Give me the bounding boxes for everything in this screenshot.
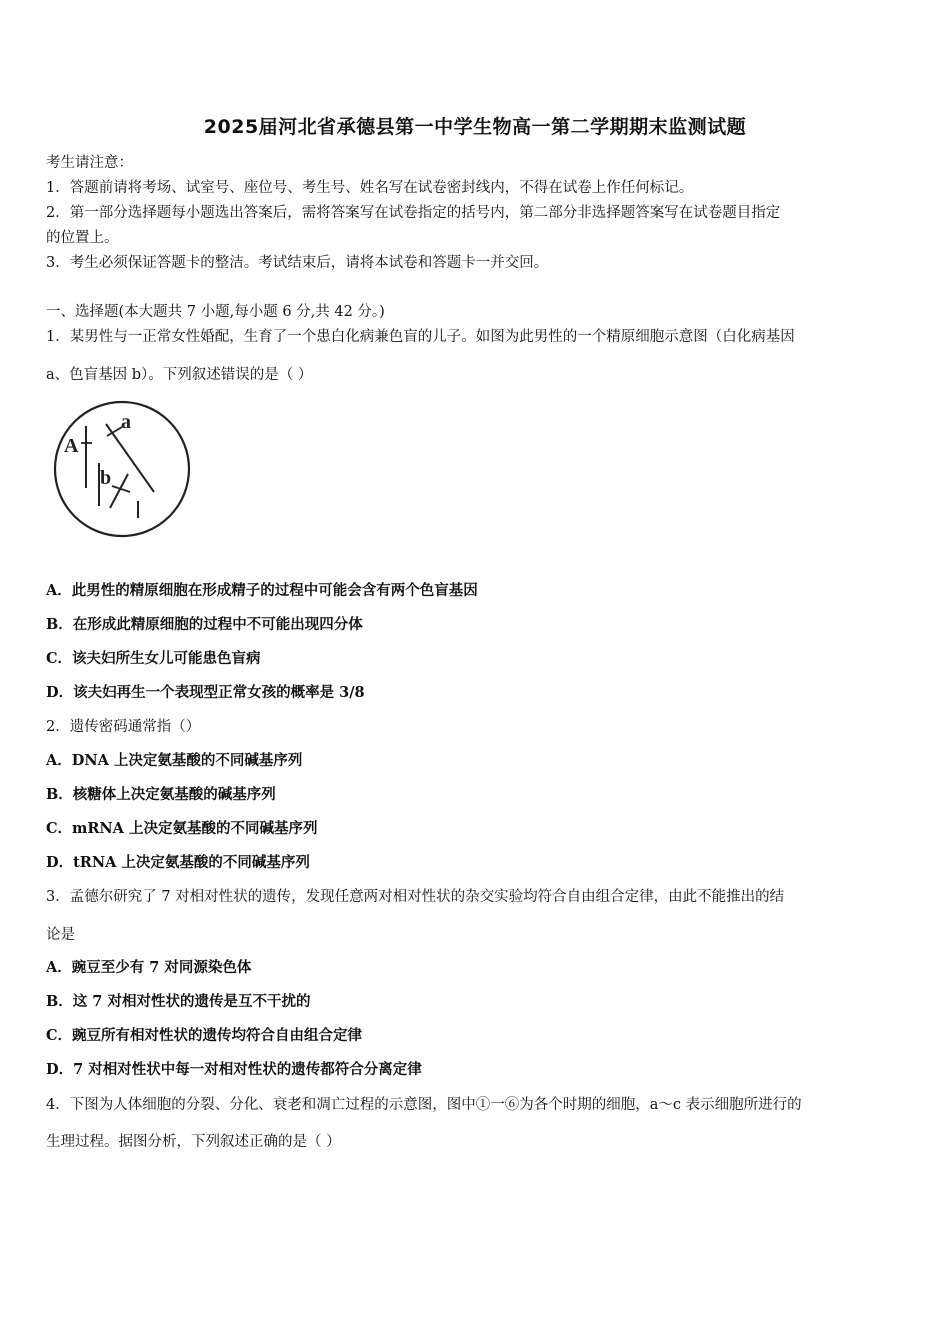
label-a: a [121,411,131,433]
section-header: 一、选择题(本大题共 7 小题,每小题 6 分,共 42 分。) [46,304,385,320]
question-1-stem-cont: a、色盲基因 b）。下列叙述错误的是（ ） [46,367,313,383]
sperm-cell-diagram [50,398,195,540]
question-1-option-a[interactable]: A．此男性的精原细胞在形成精子的过程中可能会含有两个色盲基因 [46,582,478,599]
notice-item: 2．第一部分选择题每小题选出答案后，需将答案写在试卷指定的括号内，第二部分非选择题答案写在试卷题目指定 [46,205,781,221]
question-1-option-c[interactable]: C．该夫妇所生女儿可能患色盲病 [46,650,261,667]
question-1-option-d[interactable]: D．该夫妇再生一个表现型正常女孩的概率是 3/8 [46,684,365,701]
notice-item: 3．考生必须保证答题卡的整洁。考试结束后，请将本试卷和答题卡一并交回。 [46,255,549,271]
question-4-stem: 4．下图为人体细胞的分裂、分化、衰老和凋亡过程的示意图，图中①一⑥为各个时期的细胞，a～c 表示细胞所进行的 [46,1097,802,1113]
question-3-option-c[interactable]: C．豌豆所有相对性状的遗传均符合自由组合定律 [46,1027,363,1044]
question-3-stem: 3．孟德尔研究了 7 对相对性状的遗传，发现任意两对相对性状的杂交实验均符合自由组合定律，由此不能推出的结 [46,889,785,905]
question-2-option-c[interactable]: C．mRNA 上决定氨基酸的不同碱基序列 [46,820,318,837]
question-2-option-d[interactable]: D．tRNA 上决定氨基酸的不同碱基序列 [46,854,310,871]
page-title: 2025届河北省承德县第一中学生物高一第二学期期末监测试题 [203,116,747,138]
label-b: b [100,467,112,489]
question-1-stem: 1．某男性与一正常女性婚配，生育了一个患白化病兼色盲的儿子。如图为此男性的一个精原细胞示意图（白化病基因 [46,329,795,345]
notice-item: 1．答题前请将考场、试室号、座位号、考生号、姓名写在试卷密封线内，不得在试卷上作任何标记。 [46,180,694,196]
question-3-option-d[interactable]: D．7 对相对性状中每一对相对性状的遗传都符合分离定律 [46,1061,422,1078]
notice-item: 的位置上。 [46,230,119,246]
label-A: A [64,435,79,457]
question-3-stem-cont: 论是 [46,927,75,943]
question-3-option-a[interactable]: A．豌豆至少有 7 对同源染色体 [46,959,252,976]
question-3-option-b[interactable]: B．这 7 对相对性状的遗传是互不干扰的 [46,993,311,1010]
question-2-option-b[interactable]: B．核糖体上决定氨基酸的碱基序列 [46,786,276,803]
question-1-option-b[interactable]: B．在形成此精原细胞的过程中不可能出现四分体 [46,616,363,633]
question-2-stem: 2．遗传密码通常指（） [46,719,201,735]
chromosome-a [106,424,154,492]
notice-header: 考生请注意： [46,155,133,171]
question-2-option-a[interactable]: A．DNA 上决定氨基酸的不同碱基序列 [46,752,303,769]
question-4-stem-cont: 生理过程。据图分析，下列叙述正确的是（ ） [46,1134,341,1150]
